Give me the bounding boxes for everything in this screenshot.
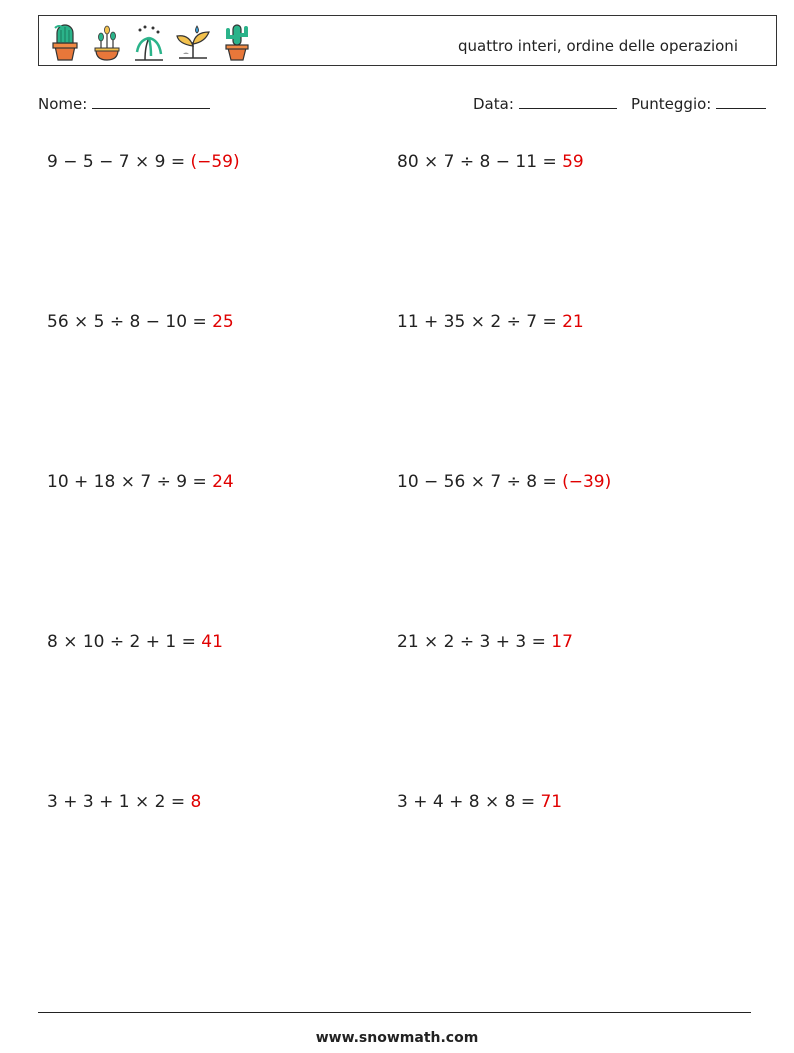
- problem-answer: 59: [562, 152, 584, 172]
- problem-expression: 11 + 35 × 2 ÷ 7 =: [397, 312, 563, 332]
- problem-answer: 71: [540, 792, 563, 812]
- problem-expression: 3 + 3 + 1 × 2 =: [47, 792, 191, 812]
- score-blank[interactable]: [716, 94, 766, 109]
- tall-cactus-icon: [219, 22, 255, 62]
- potted-cactus-icon: [47, 22, 83, 62]
- problem-5: [47, 472, 234, 492]
- willow-plant-icon: [131, 22, 167, 62]
- date-field: [473, 94, 617, 113]
- problem-expression: 10 − 56 × 7 ÷ 8 =: [397, 472, 563, 492]
- problem-1: [47, 152, 240, 172]
- footer-url[interactable]: www.snowmath.com: [315, 1030, 479, 1046]
- date-blank[interactable]: [519, 94, 617, 109]
- problem-7: [47, 632, 223, 652]
- problem-answer: 8: [190, 792, 202, 812]
- problem-expression: 10 + 18 × 7 ÷ 9 =: [47, 472, 213, 492]
- score-label: Punteggio:: [631, 95, 712, 113]
- problem-8: [397, 632, 573, 652]
- name-blank[interactable]: [92, 94, 210, 109]
- footer-divider: [38, 1012, 751, 1013]
- problem-answer: 17: [551, 632, 573, 652]
- name-label: Nome:: [38, 95, 88, 113]
- problem-expression: 56 × 5 ÷ 8 − 10 =: [47, 312, 213, 332]
- name-field: [38, 94, 210, 113]
- problem-answer: 21: [562, 312, 584, 332]
- worksheet-title: quattro interi, ordine delle operazioni: [458, 37, 738, 55]
- problem-expression: 80 × 7 ÷ 8 − 11 =: [397, 152, 563, 172]
- problem-6: [397, 472, 611, 492]
- problem-answer: 41: [201, 632, 223, 652]
- header-icons: [47, 20, 255, 64]
- problem-expression: 8 × 10 ÷ 2 + 1 =: [47, 632, 202, 652]
- problem-2: [397, 152, 584, 172]
- problem-expression: 9 − 5 − 7 × 9 =: [47, 152, 191, 172]
- problem-answer: (−39): [562, 472, 612, 492]
- problem-expression: 21 × 2 ÷ 3 + 3 =: [397, 632, 552, 652]
- date-label: Data:: [473, 95, 514, 113]
- problem-answer: (−59): [190, 152, 240, 172]
- score-field: [631, 94, 766, 113]
- problem-expression: 3 + 4 + 8 × 8 =: [397, 792, 541, 812]
- potted-wheat-icon: [89, 22, 125, 62]
- problem-3: [47, 312, 234, 332]
- problem-10: [397, 792, 562, 812]
- problem-9: [47, 792, 201, 812]
- problem-answer: 24: [212, 472, 234, 492]
- problem-4: [397, 312, 584, 332]
- sprouting-seedling-icon: [173, 22, 213, 62]
- problem-answer: 25: [212, 312, 234, 332]
- worksheet-header: [38, 15, 777, 66]
